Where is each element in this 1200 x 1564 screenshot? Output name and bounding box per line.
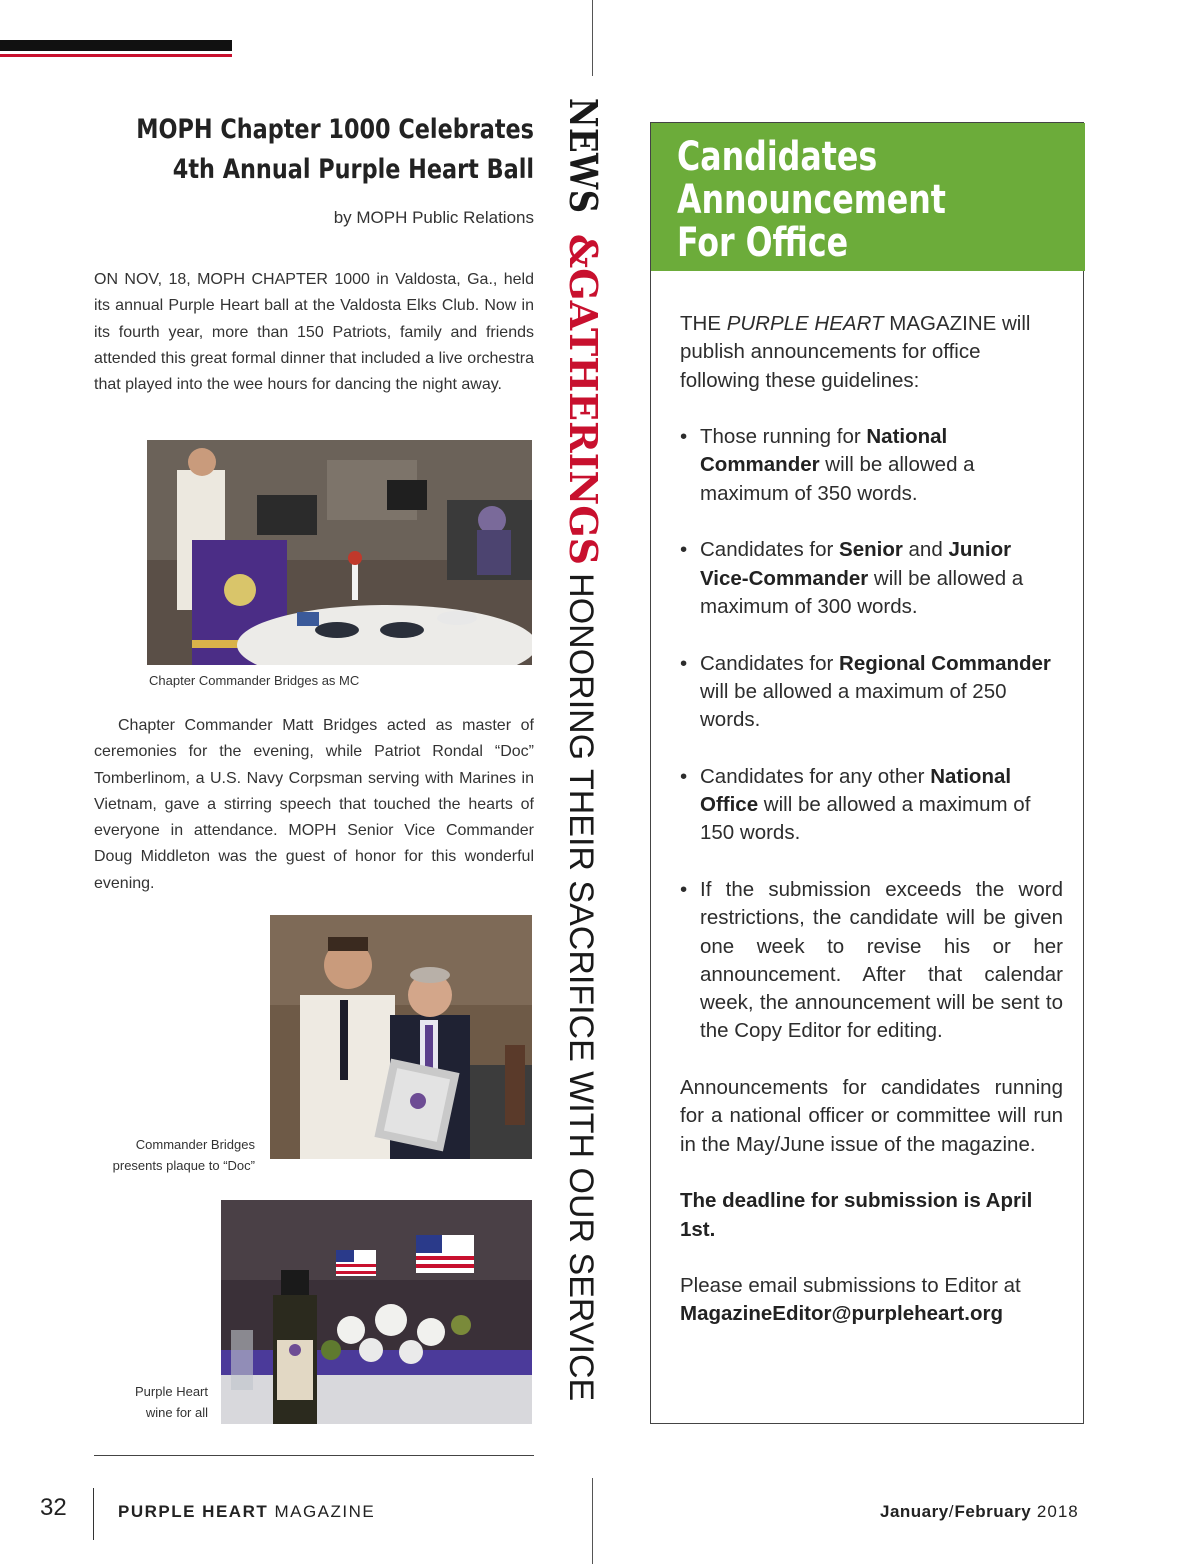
- section-title-news: NEWS: [561, 98, 606, 214]
- column-divider-bottom: [592, 1478, 593, 1564]
- photo-plaque-presentation: [270, 915, 532, 1159]
- bullet-icon: •: [680, 425, 688, 449]
- guideline-vice-commander: • Candidates for Senior and Junior Vice-Commander will be allowed a maximum of 300 words.: [680, 536, 1063, 621]
- bullet-icon: •: [680, 538, 688, 562]
- footer-divider: [93, 1488, 94, 1540]
- email-intro: Please email submissions to Editor at: [680, 1274, 1021, 1298]
- magazine-name-italic: PURPLE HEART: [726, 312, 884, 335]
- caption-photo-3: [110, 1381, 208, 1423]
- footer-issue-date: January/February 2018: [880, 1502, 1079, 1521]
- box-intro: THE PURPLE HEART MAGAZINE will publish announcements for office following these guidelines:: [680, 312, 1031, 392]
- box-email-block: [680, 1272, 1063, 1329]
- candidates-box-body: [680, 310, 1063, 1357]
- article-headline: [129, 110, 534, 190]
- guideline-national-commander: • Those running for National Commander will be allowed a maximum of 350 words.: [680, 423, 1063, 508]
- section-tagline: HONORING THEIR SACRIFICE WITH OUR SERVICE: [562, 573, 600, 1402]
- guideline-word-limit: • If the submission exceeds the word restrictions, the candidate will be given one week to revise his or her announcement. After that calendar week, the announcement will be sent to the Copy Editor for editing.: [680, 876, 1063, 1046]
- caption-3-line-2: wine for all: [145, 1405, 208, 1420]
- caption-3-line-1: Purple Heart: [135, 1384, 208, 1399]
- photo-commander-mc: [147, 440, 532, 665]
- guideline-regional-commander: • Candidates for Regional Commander will be allowed a maximum of 250 words.: [680, 650, 1063, 735]
- caption-photo-2: [100, 1134, 255, 1176]
- article-paragraph-2: Chapter Commander Matt Bridges acted as master of ceremonies for the evening, while Patriot Rondal “Doc” Tomberlinom, a U.S. Navy Corpsman serving with Marines in Vietnam, gave a stirring speech that touched the hearts of everyone in attendance. MOPH Senior Vice Commander Doug Middleton was the guest of honor for this wonderful evening.: [94, 717, 534, 892]
- caption-2-line-2: presents plaque to “Doc”: [112, 1158, 255, 1173]
- headline-line-1: MOPH Chapter 1000 Celebrates: [136, 114, 535, 145]
- candidates-box-title: [677, 136, 1020, 265]
- section-title-gatherings: GATHERINGS: [561, 268, 606, 566]
- box-title-line-3: For Office: [677, 220, 849, 266]
- article-paragraph-1: ON NOV, 18, MOPH CHAPTER 1000 in Valdosta, Ga., held its annual Purple Heart ball at the Valdosta Elks Club. Now in its fourth year, more than 150 Patriots, family and friends attended this great formal dinner that included a live orchestra that played into the wee hours for dancing the night away.: [94, 271, 534, 394]
- email-link[interactable]: MagazineEditor@purpleheart.org: [680, 1302, 1003, 1326]
- box-title-line-1: Candidates: [677, 134, 878, 180]
- photo-wine-centerpiece: [221, 1200, 532, 1424]
- header-bar-red: [0, 54, 232, 57]
- caption-2-line-1: Commander Bridges: [135, 1137, 255, 1152]
- article-end-rule: [94, 1455, 534, 1456]
- footer-magazine-name: PURPLE HEART MAGAZINE: [118, 1502, 376, 1521]
- section-title-ampersand: &: [561, 233, 606, 269]
- article-byline: by MOPH Public Relations: [333, 208, 534, 227]
- guideline-other-office: • Candidates for any other National Office will be allowed a maximum of 150 words.: [680, 763, 1063, 848]
- bullet-icon: •: [680, 651, 688, 675]
- bullet-icon: •: [680, 764, 688, 788]
- page-number: 32: [40, 1494, 67, 1521]
- box-deadline: The deadline for submission is April 1st.: [680, 1189, 1033, 1241]
- column-divider-top: [592, 0, 593, 76]
- section-title-vertical: [561, 98, 606, 1402]
- headline-line-2: 4th Annual Purple Heart Ball: [172, 154, 534, 185]
- header-bar-black: [0, 40, 232, 51]
- bullet-icon: •: [680, 877, 688, 901]
- box-announcement-schedule: Announcements for candidates running for a national officer or committee will run in the May/June issue of the magazine.: [680, 1076, 1063, 1156]
- caption-photo-1: Chapter Commander Bridges as MC: [149, 673, 360, 688]
- box-title-line-2: Announcement: [677, 177, 946, 223]
